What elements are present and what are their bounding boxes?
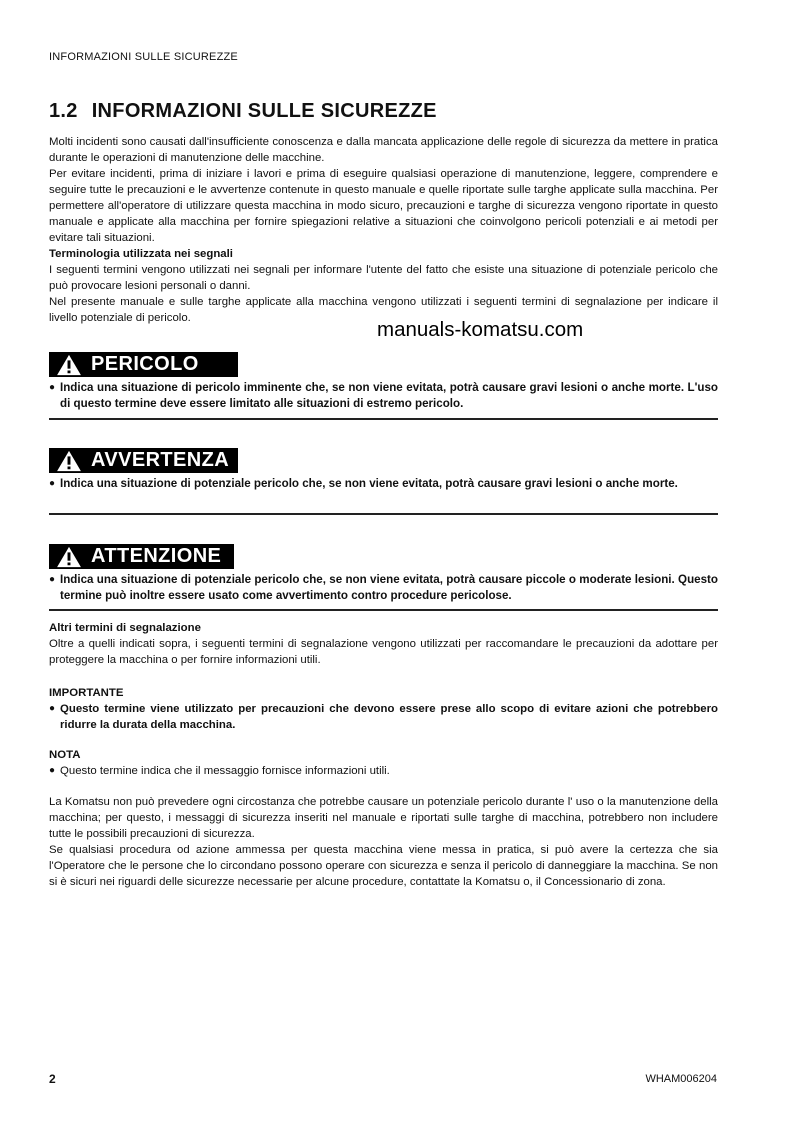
section-number: 1.2 bbox=[49, 100, 78, 122]
closing-block bbox=[49, 794, 718, 890]
terminology-paragraph-2: Nel presente manuale e sulle targhe applicate alla macchina vengono utilizzati i seguenti termini di segnalazione per indicare il livello potenziale di pericolo. bbox=[49, 296, 718, 324]
other-terms-heading: Altri termini di segnalazione bbox=[49, 622, 201, 634]
terminology-paragraph-1: I seguenti termini vengono utilizzati nei segnali per informare l'utente del fatto che esiste una situazione di potenziale pericolo che può provocare lesioni personali o danni. bbox=[49, 264, 718, 292]
bullet-icon: ● bbox=[49, 765, 56, 776]
importante-heading: IMPORTANTE bbox=[49, 687, 124, 699]
section-title-text: INFORMAZIONI SULLE SICUREZZE bbox=[91, 100, 437, 122]
avvertenza-label-text: AVVERTENZA bbox=[91, 449, 230, 471]
bullet-icon: ● bbox=[49, 703, 56, 714]
closing-paragraph-1: La Komatsu non può prevedere ogni circostanza che potrebbe causare un potenziale pericolo durante l' uso o la manutenzione della macchina; per questo, i messaggi di sicurezza inseriti nel manuale e riportati sulle targhe di macchina, potrebbero non includere tutte le possibili precauzioni di sicurezza. bbox=[49, 796, 718, 840]
attenzione-text bbox=[49, 572, 718, 604]
attenzione-label-text: ATTENZIONE bbox=[91, 545, 222, 567]
intro-block bbox=[49, 134, 718, 326]
pericolo-text bbox=[49, 380, 718, 412]
page-number: 2 bbox=[49, 1072, 56, 1086]
avvertenza-description: Indica una situazione di potenziale pericolo che, se non viene evitata, potrà causare gravi lesioni o anche morte. bbox=[60, 477, 678, 490]
nota-heading: NOTA bbox=[49, 749, 81, 761]
importante-text: Questo termine viene utilizzato per precauzioni che devono essere prese allo scopo di evitare azioni che potrebbero ridurre la durata della macchina. bbox=[60, 703, 718, 731]
attenzione-label bbox=[49, 544, 234, 569]
divider-rule bbox=[49, 609, 718, 611]
other-terms-text: Oltre a quelli indicati sopra, i seguenti termini di segnalazione vengono utilizzati per raccomandare le precauzioni da adottare per proteggere la macchina o per fornire informazioni utili. bbox=[49, 638, 718, 666]
warning-triangle-icon bbox=[55, 450, 83, 472]
avvertenza-text bbox=[49, 476, 718, 492]
bullet-icon: ● bbox=[49, 382, 56, 393]
warning-triangle-icon bbox=[55, 546, 83, 568]
other-terms-block bbox=[49, 620, 718, 668]
running-header: INFORMAZIONI SULLE SICUREZZE bbox=[49, 51, 238, 63]
avvertenza-label bbox=[49, 448, 238, 473]
bullet-icon: ● bbox=[49, 478, 56, 489]
intro-paragraph-1: Molti incidenti sono causati dall'insufficiente conoscenza e dalla mancata applicazione delle regole di sicurezza da mettere in pratica durante le operazioni di manutenzione delle macchine. bbox=[49, 136, 718, 164]
intro-paragraph-2: Per evitare incidenti, prima di iniziare i lavori e prima di eseguire qualsiasi operazione di manutenzione, leggere, comprendere e seguire tutte le precauzioni e le avvertenze contenute in questo manuale e quelle riportate sulle targhe applicate sulla macchina. Per permettere all'operatore di utilizzare questa macchina in modo sicuro, precauzioni e targhe di sicurezza vengono riportate in questo manuale e applicate alla macchina per fornire spiegazioni relative a situazioni che coinvolgono pericoli potenziali e ai metodi per evitare tali situazioni. bbox=[49, 168, 718, 244]
terminology-heading: Terminologia utilizzata nei segnali bbox=[49, 248, 233, 260]
closing-paragraph-2: Se qualsiasi procedura od azione ammessa per questa macchina viene messa in pratica, si può avere la certezza che sia l'Operatore che le persone che lo circondano possono operare con sicurezza e senza il pericolo di danneggiare la macchina. Se non si è sicuri nei riguardi delle sicurezze necessarie per alcune procedure, contattate la Komatsu o, il Concessionario di zona. bbox=[49, 844, 718, 888]
document-code: WHAM006204 bbox=[645, 1073, 717, 1085]
nota-block bbox=[49, 747, 718, 779]
nota-text: Questo termine indica che il messaggio fornisce informazioni utili. bbox=[60, 765, 390, 777]
bullet-icon: ● bbox=[49, 574, 56, 585]
divider-rule bbox=[49, 418, 718, 420]
pericolo-label bbox=[49, 352, 238, 377]
pericolo-description: Indica una situazione di pericolo imminente che, se non viene evitata, potrà causare gravi lesioni o anche morte. L'uso di questo termine deve essere limitato alle situazioni di estremo pericolo. bbox=[60, 381, 718, 410]
watermark: manuals-komatsu.com bbox=[377, 318, 584, 341]
attenzione-description: Indica una situazione di potenziale pericolo che, se non viene evitata, potrà causare piccole o moderate lesioni. Questo termine può inoltre essere usato come avvertimento contro procedure pericolose. bbox=[60, 573, 718, 602]
importante-block bbox=[49, 685, 718, 733]
pericolo-label-text: PERICOLO bbox=[91, 353, 199, 375]
warning-triangle-icon bbox=[55, 354, 83, 376]
divider-rule bbox=[49, 513, 718, 515]
section-title bbox=[49, 100, 437, 123]
